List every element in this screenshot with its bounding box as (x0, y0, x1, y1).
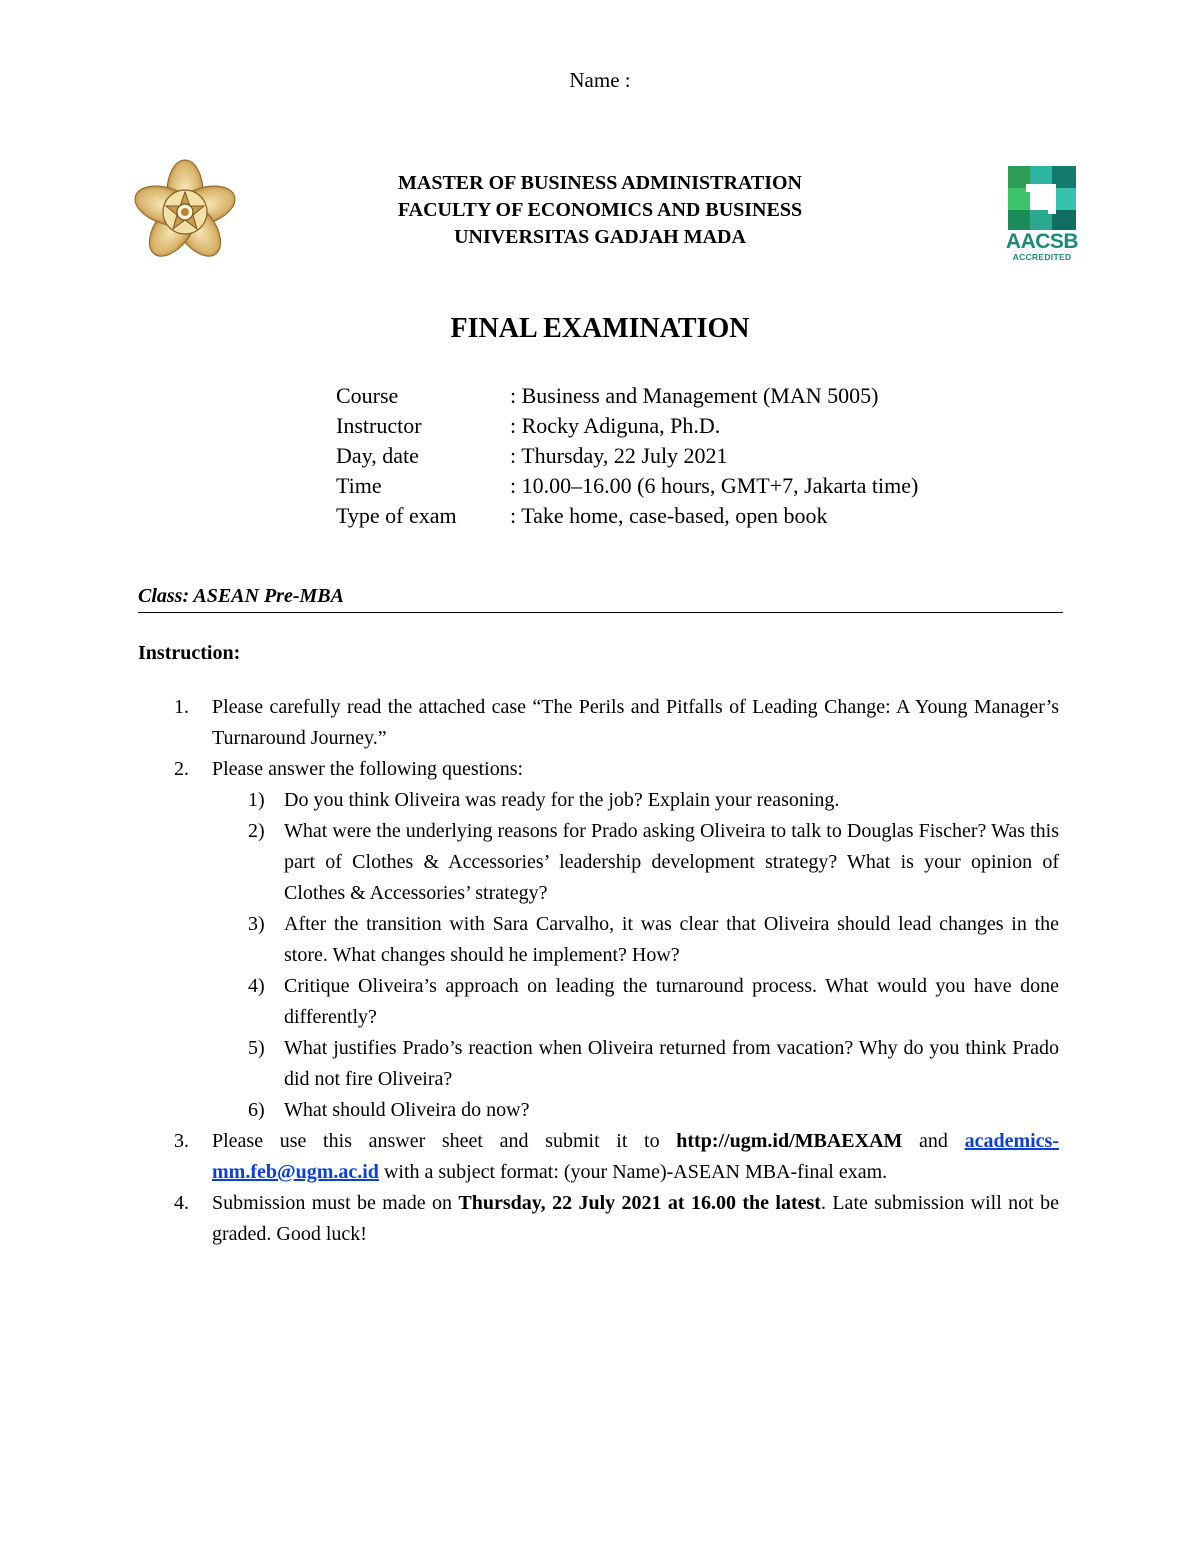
info-value: : Rocky Adiguna, Ph.D. (510, 413, 721, 438)
item-text: with a subject format: (your Name)-ASEAN MBA-final exam. (378, 1161, 888, 1183)
question-number: 4) (248, 975, 265, 997)
question-item (138, 1095, 1059, 1126)
university-name: UNIVERSITAS GADJAH MADA (454, 226, 746, 248)
item-number: 1. (174, 696, 189, 718)
instruction-item (138, 692, 1059, 754)
aacsb-name: AACSB (1005, 230, 1079, 253)
info-row-exam-type (336, 501, 918, 531)
info-row-time (336, 471, 918, 501)
question-text: After the transition with Sara Carvalho, it was clear that Oliveira should lead changes in the store. What changes should he implement? How? (284, 913, 1059, 966)
question-number: 1) (248, 789, 265, 811)
instruction-heading: Instruction: (138, 642, 241, 664)
item-number: 3. (174, 1130, 189, 1152)
question-item (138, 971, 1059, 1033)
info-label: Type of exam (336, 503, 457, 528)
info-label: Time (336, 473, 382, 498)
question-item (138, 816, 1059, 909)
question-number: 3) (248, 913, 265, 935)
question-text: What should Oliveira do now? (284, 1099, 530, 1121)
aacsb-wordmark (1004, 232, 1080, 262)
item-text: and (902, 1130, 965, 1152)
info-row-course (336, 381, 918, 411)
info-value: : Take home, case-based, open book (510, 503, 828, 528)
info-label: Day, date (336, 443, 419, 468)
item-text: Please carefully read the attached case “The Perils and Pitfalls of Leading Change: A Young Manager’s Turnaround Journey.” (212, 696, 1059, 749)
exam-title: FINAL EXAMINATION (450, 313, 750, 344)
instruction-item (138, 1188, 1059, 1250)
question-item (138, 909, 1059, 971)
item-text: Please use this answer sheet and submit it to (212, 1130, 677, 1152)
class-name: Class: ASEAN Pre-MBA (138, 585, 344, 607)
info-label: Course (336, 383, 399, 408)
faculty-name: FACULTY OF ECONOMICS AND BUSINESS (397, 199, 803, 221)
item-number: 4. (174, 1192, 189, 1214)
info-row-instructor (336, 411, 918, 441)
aacsb-accredited: ACCREDITED (1012, 252, 1072, 262)
instruction-item (138, 754, 1059, 785)
email-link[interactable]: academics-mm.feb@ugm.ac.id (212, 1130, 1059, 1183)
question-item (138, 785, 1059, 816)
question-number: 6) (248, 1099, 265, 1121)
info-row-date (336, 441, 918, 471)
divider (138, 612, 1063, 613)
question-number: 2) (248, 820, 265, 842)
instruction-item (138, 1126, 1059, 1188)
name-field-label: Name : (569, 68, 631, 92)
item-text: Submission must be made on (212, 1192, 459, 1214)
info-value: : 10.00–16.00 (6 hours, GMT+7, Jakarta time) (510, 473, 919, 498)
question-text: Do you think Oliveira was ready for the job? Explain your reasoning. (284, 789, 840, 811)
instruction-list (138, 692, 1059, 1250)
question-text: What justifies Prado’s reaction when Oliveira returned from vacation? Why do you think Prado did not fire Oliveira? (284, 1037, 1059, 1090)
info-label: Instructor (336, 413, 422, 438)
item-text: Please answer the following questions: (212, 758, 524, 780)
deadline-text: Thursday, 22 July 2021 at 16.00 the latest (458, 1192, 821, 1214)
question-number: 5) (248, 1037, 265, 1059)
question-text: Critique Oliveira’s approach on leading the turnaround process. What would you have done differently? (284, 975, 1059, 1028)
question-item (138, 1033, 1059, 1095)
item-text: . Late submission will not be graded. Good luck! (212, 1192, 1059, 1245)
info-value: : Thursday, 22 July 2021 (510, 443, 728, 468)
submission-url: http://ugm.id/MBAEXAM (676, 1130, 903, 1152)
info-value: : Business and Management (MAN 5005) (510, 383, 879, 408)
item-number: 2. (174, 758, 189, 780)
exam-info-block (336, 381, 918, 531)
question-text: What were the underlying reasons for Prado asking Oliveira to talk to Douglas Fischer? Was this part of Clothes & Accessories’ leadership development strategy? What is your opinion of Clothes & Accessories’ strategy? (284, 820, 1059, 904)
program-name: MASTER OF BUSINESS ADMINISTRATION (398, 172, 802, 194)
